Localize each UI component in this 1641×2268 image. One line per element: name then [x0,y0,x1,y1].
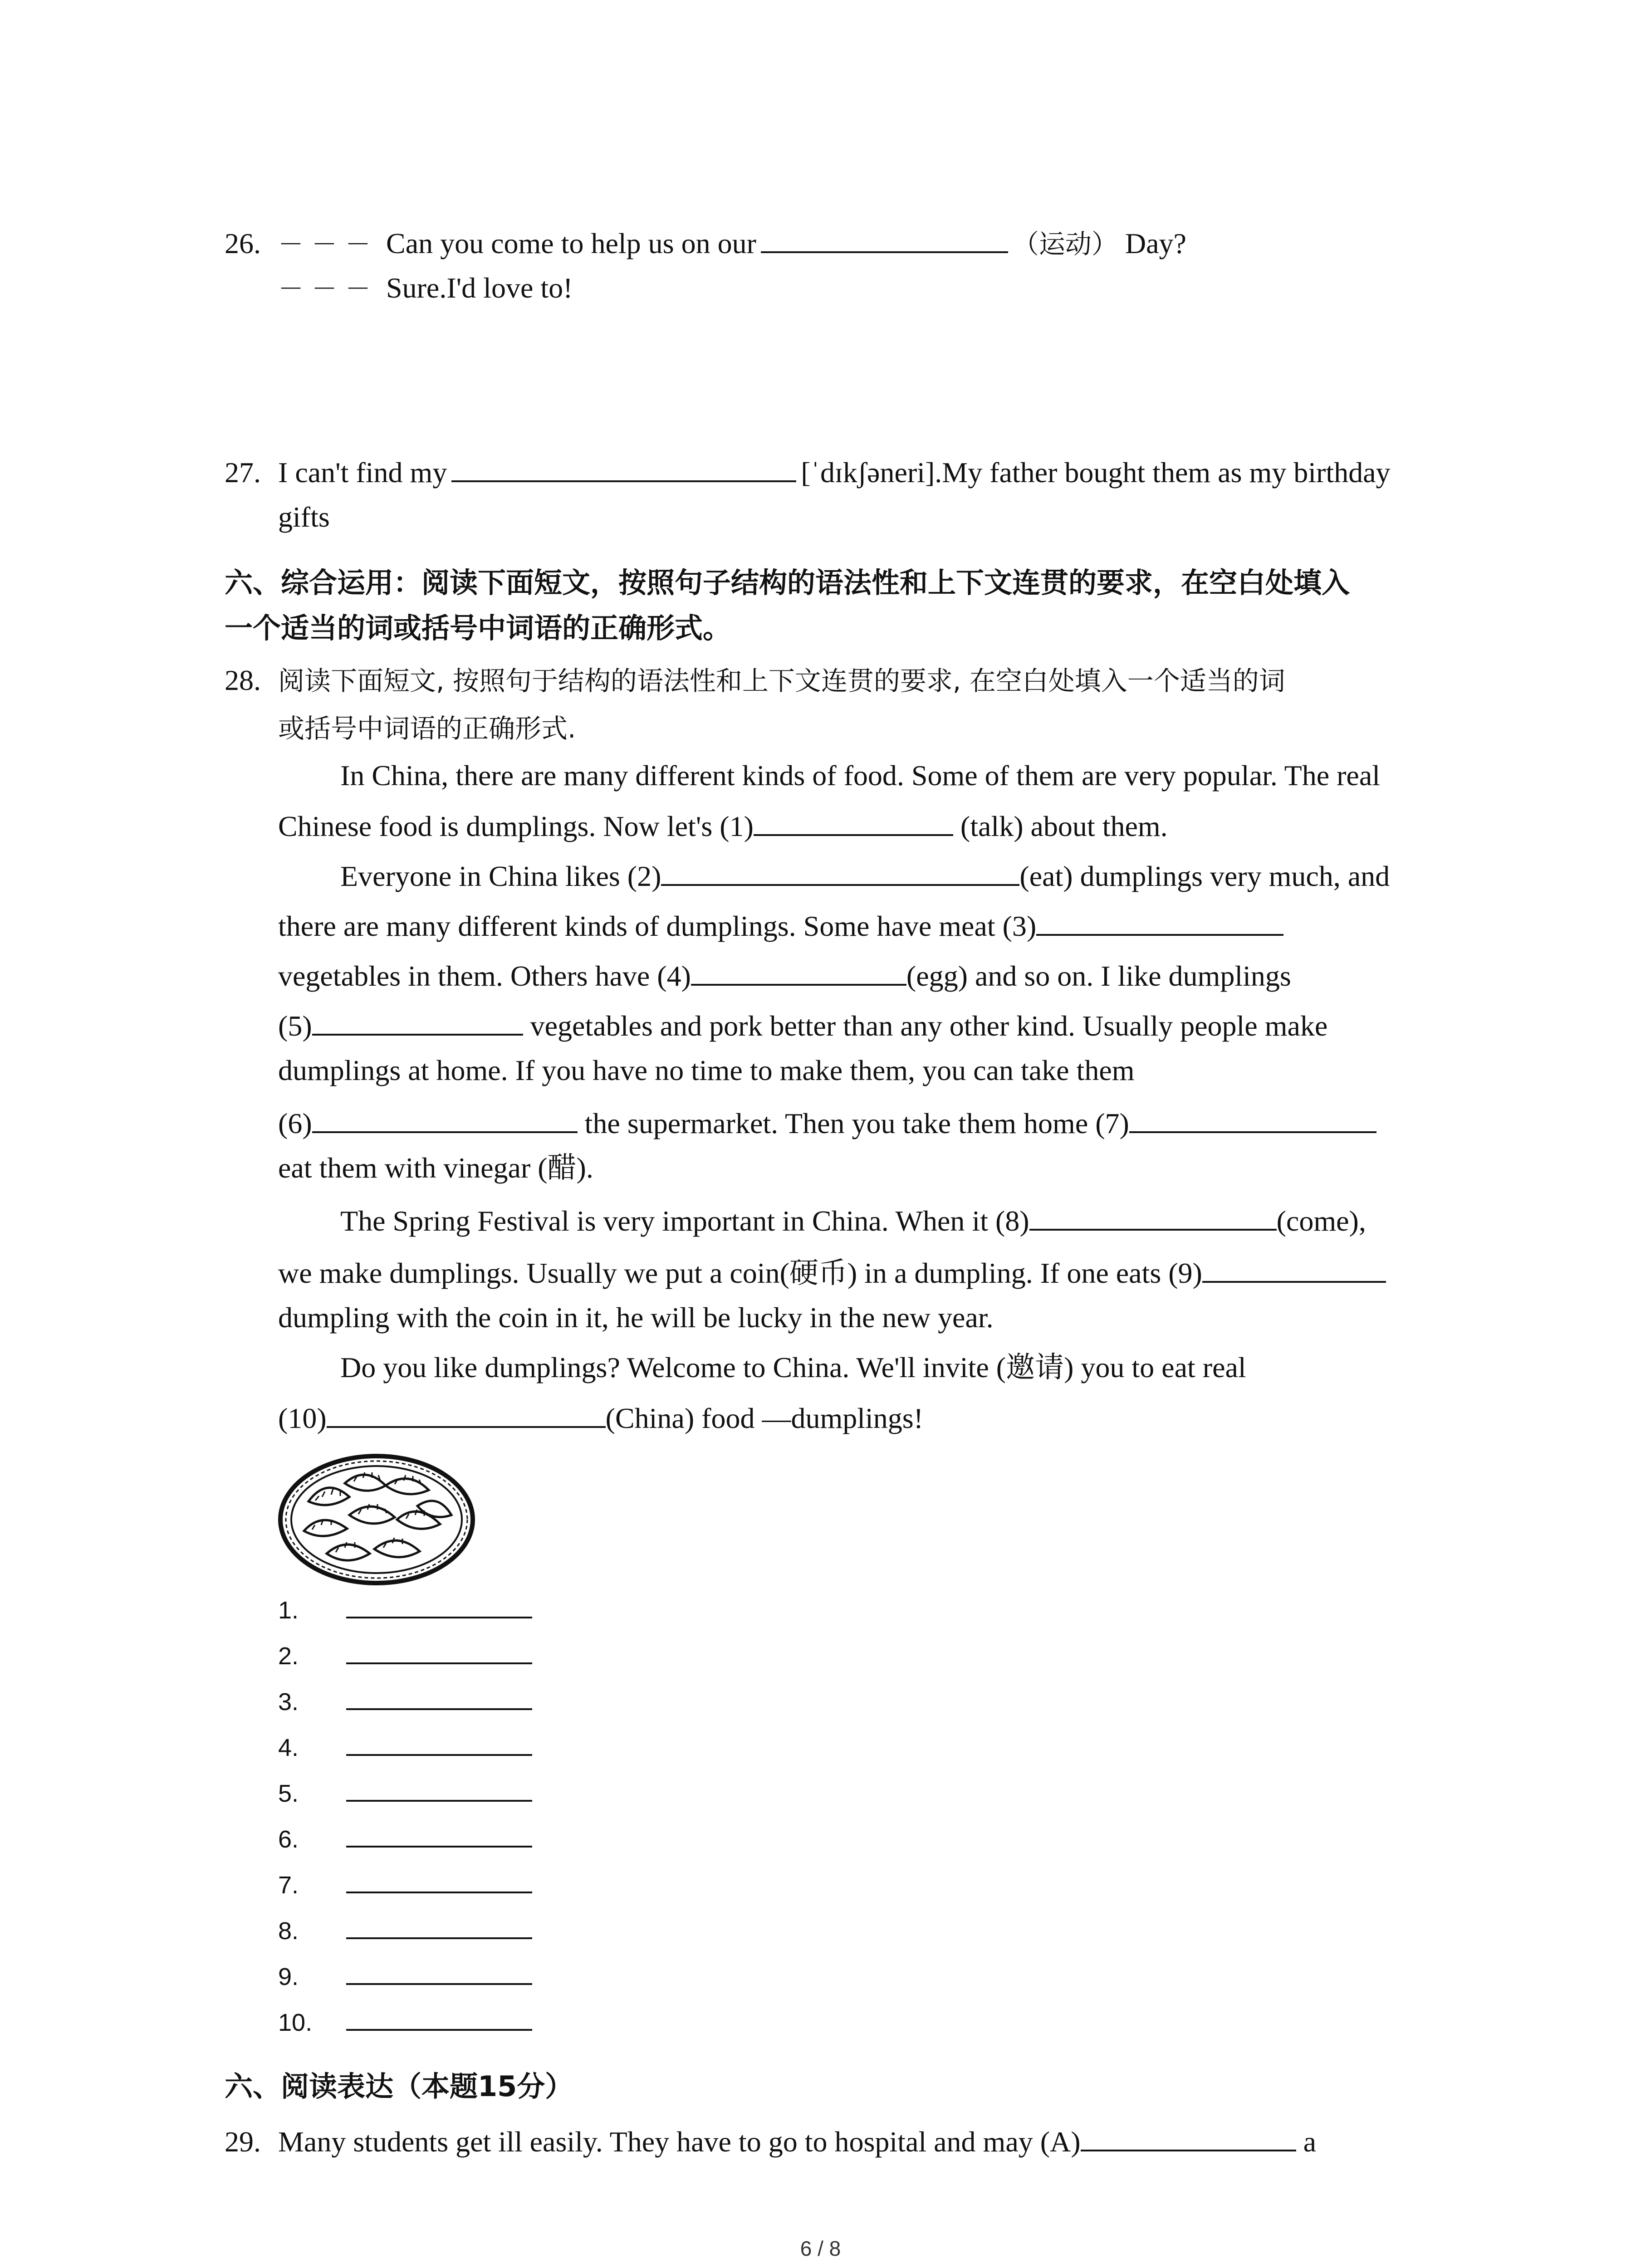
section-heading-cont: 一个适当的词或括号中词语的正确形式。 [225,611,731,645]
q26-text-before: Can you come to help us on our [386,227,756,259]
answer-row [278,1725,532,1766]
passage-line [278,905,1283,946]
answer-field-1[interactable] [346,1588,532,1618]
passage-text: Everyone in China likes (2) [340,860,661,892]
blank-10[interactable] [327,1397,606,1428]
passage-text: the supermarket. Then you take them home (7) [584,1107,1129,1139]
answer-blank[interactable] [451,451,796,482]
passage-line [278,1297,994,1338]
passage-line [278,1102,1376,1143]
passage-text: (10) [278,1402,327,1434]
passage-text: dumplings at home. If you have no time to make them, you can take them [278,1054,1135,1086]
q27-text-before: I can't find my [278,456,447,489]
blank-3[interactable] [1036,905,1283,936]
instruction-text: 或括号中词语的正确形式. [278,713,576,744]
section-heading-reading: 六、阅读表达（本题15分） [225,2070,573,2103]
passage-text: (5) [278,1010,312,1042]
instruction-text: 阅读下面短文, 按照句于结构的语法性和上下文连贯的要求, 在空白处填入一个适当的词 [278,665,1285,696]
passage-line [278,1005,1327,1046]
blank-2[interactable] [661,855,1019,886]
q28-instruction [225,660,1285,701]
passage-line [278,955,1291,996]
passage-text: The Spring Festival is very important in China. When it (8) [340,1205,1029,1237]
passage-text: (eat) dumplings very much, and [1019,860,1390,892]
answer-number: 4. [278,1734,299,1761]
passage-line [340,1200,1366,1241]
answer-row [278,1679,532,1720]
answer-row [278,1862,532,1903]
blank-9[interactable] [1202,1252,1386,1283]
answer-field-10[interactable] [346,2000,532,2031]
q26-hint: （运动） [1012,229,1118,259]
passage-text: dumpling with the coin in it, he will be lucky in the new year. [278,1301,994,1334]
section-heading: 六、综合运用：阅读下面短文，按照句子结构的语法性和上下文连贯的要求，在空白处填入 [225,566,1350,599]
page-number: 6 / 8 [800,2237,841,2260]
answer-number: 3. [278,1688,299,1716]
answer-row [278,1771,532,1812]
passage-line [278,805,1168,846]
q27-text-cont: gifts [278,501,330,533]
answer-row [278,2000,532,2041]
dash-marker: －－－ [278,230,379,259]
answer-field-2[interactable] [346,1633,532,1664]
answer-blank[interactable] [761,222,1008,253]
passage-text: we make dumplings. Usually we put a coin(硬币) in a dumpling. If one eats (9) [278,1257,1202,1289]
passage-text: (6) [278,1107,312,1139]
question-number: 26. [225,227,261,259]
dumpling-plate-image [277,1452,476,1588]
q26-text-after: Day? [1125,227,1186,259]
q29-line1 [225,2121,1316,2161]
passage-text: (come), [1276,1205,1366,1237]
blank-1[interactable] [754,805,953,836]
answer-row [278,1817,532,1857]
answer-field-6[interactable] [346,1817,532,1848]
question-number: 27. [225,456,261,489]
passage-text: (China) food —dumplings! [605,1402,923,1434]
answer-number: 2. [278,1642,299,1670]
blank-5[interactable] [312,1005,523,1036]
passage-line [340,1347,1246,1388]
q26-reply: Sure.I'd love to! [386,272,573,304]
answer-row [278,1954,532,1995]
blank-a[interactable] [1081,2121,1296,2151]
passage-line [278,1050,1135,1091]
answer-row [278,1633,532,1674]
blank-6[interactable] [312,1102,578,1133]
q26-line1 [225,222,1186,263]
q28-instruction-cont [278,708,576,748]
q27-text-after: [ˈdɪkʃəneri].My father bought them as my birthday [801,456,1391,489]
q27-line2 [278,497,330,538]
passage-text: (talk) about them. [960,810,1168,842]
passage-text: eat them with vinegar (醋). [278,1152,593,1184]
question-number: 28. [225,664,261,696]
dash-marker: －－－ [278,274,379,304]
answer-field-7[interactable] [346,1862,532,1893]
answer-row [278,1908,532,1949]
q29-text: a [1303,2126,1316,2158]
q27-line1 [225,451,1391,492]
passage-text: there are many different kinds of dumplings. Some have meat (3) [278,910,1037,942]
answer-row [278,1588,532,1628]
answer-number: 6. [278,1826,299,1853]
answer-number: 7. [278,1872,299,1899]
blank-8[interactable] [1029,1200,1277,1231]
answer-field-9[interactable] [346,1954,532,1985]
answer-number: 1. [278,1597,299,1624]
blank-4[interactable] [691,955,906,986]
answer-number: 9. [278,1963,299,1990]
answer-field-8[interactable] [346,1908,532,1939]
answer-field-5[interactable] [346,1771,532,1802]
passage-text: Chinese food is dumplings. Now let's (1) [278,810,754,842]
blank-7[interactable] [1129,1102,1376,1133]
answer-field-3[interactable] [346,1679,532,1710]
answer-number: 8. [278,1917,299,1945]
passage-text: (egg) and so on. I like dumplings [906,960,1291,992]
passage-text: In China, there are many different kinds of food. Some of them are very popular. The real [340,759,1380,792]
passage-line [340,855,1390,896]
answer-number: 5. [278,1780,299,1807]
q26-line2 [278,268,573,308]
passage-text: vegetables and pork better than any other kind. Usually people make [530,1010,1328,1042]
answer-field-4[interactable] [346,1725,532,1756]
passage-line [278,1148,593,1188]
passage-line [278,1397,923,1438]
passage-text: vegetables in them. Others have (4) [278,960,691,992]
passage-line [278,1252,1386,1293]
passage-text: Do you like dumplings? Welcome to China. We'll invite (邀请) you to eat real [340,1351,1246,1383]
q29-text: Many students get ill easily. They have to go to hospital and may (A) [278,2126,1081,2158]
passage-line [340,755,1380,796]
question-number: 29. [225,2126,261,2158]
answer-number: 10. [278,2009,313,2036]
